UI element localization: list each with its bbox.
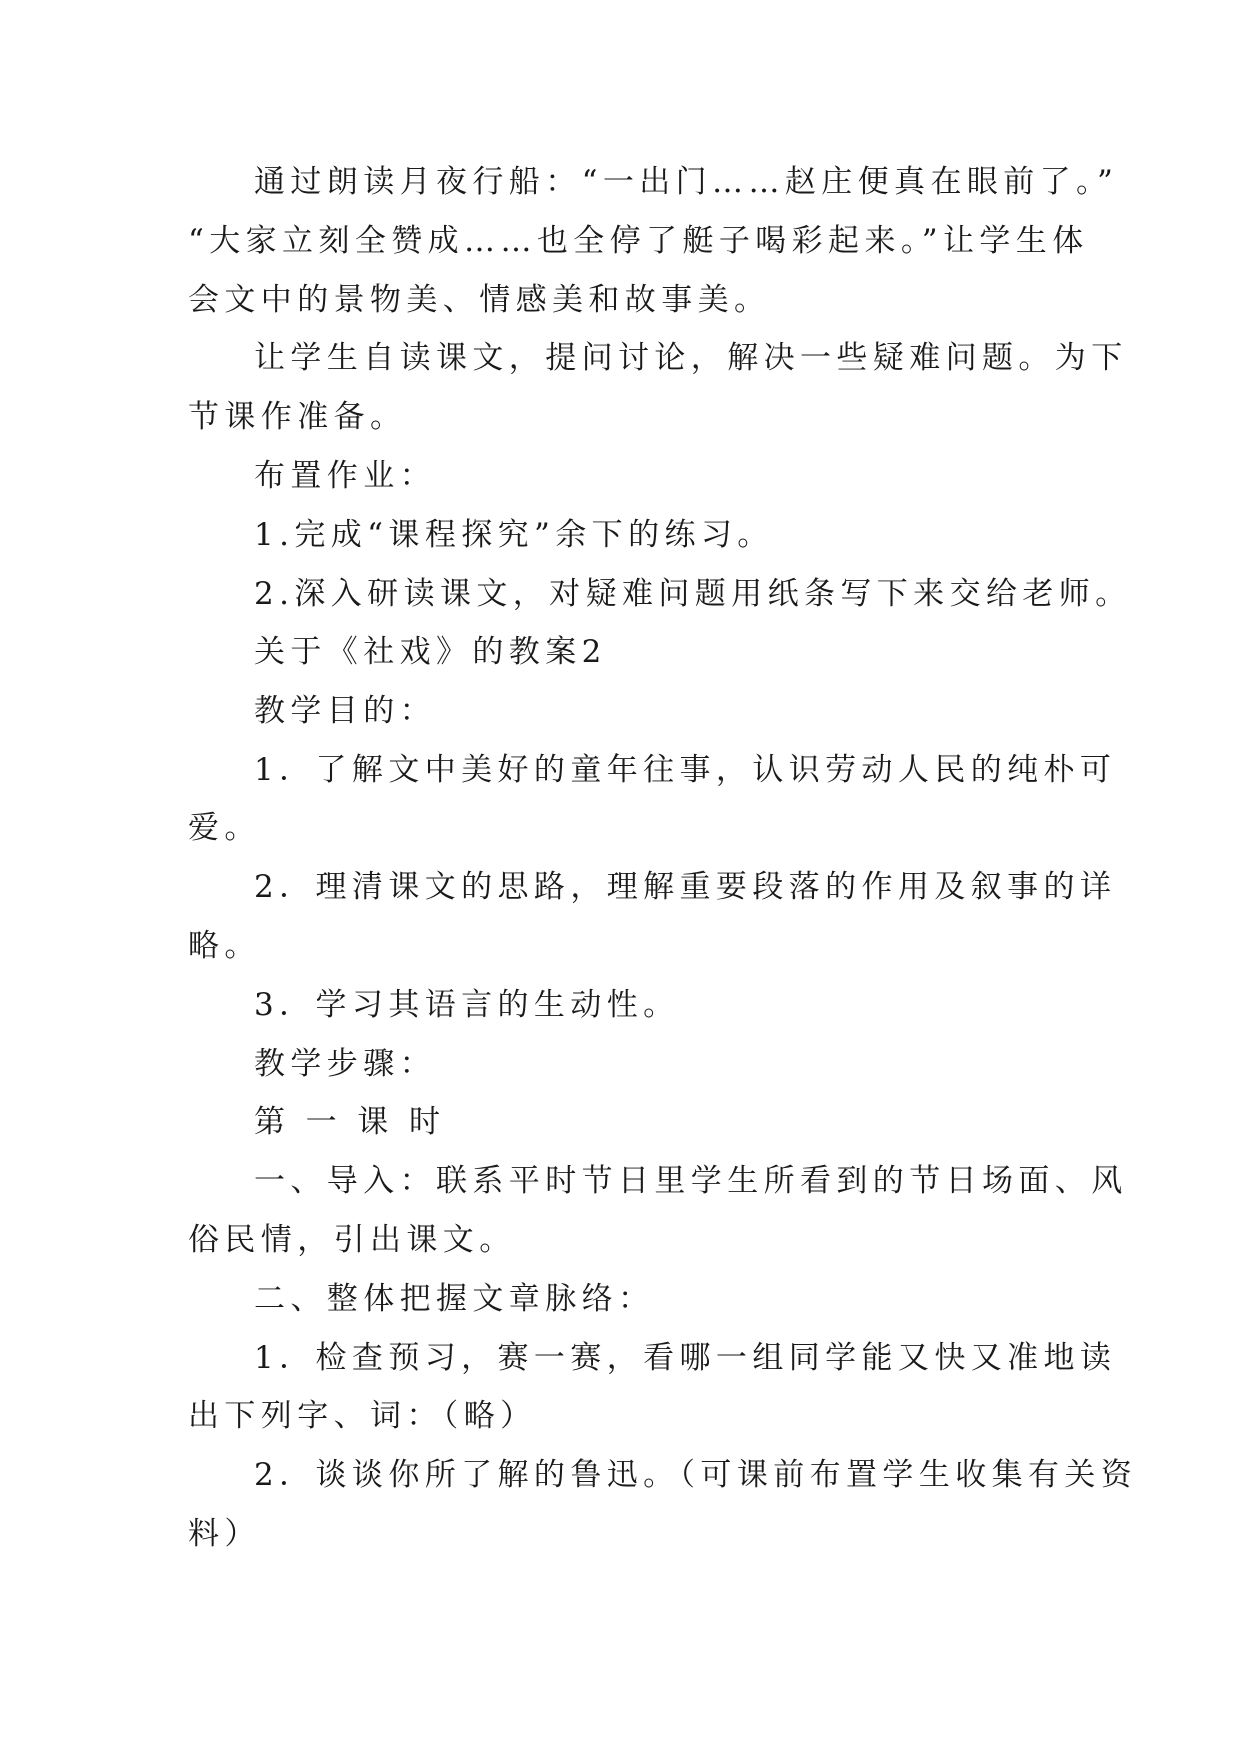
text-line: 第 一 课 时 xyxy=(254,1104,446,1140)
text-line: 2．谈谈你所了解的鲁迅。（可课前布置学生收集有关资 xyxy=(254,1457,1138,1493)
text-line: 1.完成“课程探究”余下的练习。 xyxy=(254,517,774,553)
text-line: 出下列字、词：（略） xyxy=(188,1398,537,1434)
text-line: “大家立刻全赞成……也全停了艇子喝彩起来。”让学生体 xyxy=(188,223,1089,259)
text-line: 一、导入：联系平时节日里学生所看到的节日场面、风 xyxy=(254,1163,1128,1199)
text-line: 节课作准备。 xyxy=(188,399,407,435)
text-line: 1．检查预习，赛一赛，看哪一组同学能又快又准地读 xyxy=(254,1340,1117,1376)
text-line: 让学生自读课文，提问讨论，解决一些疑难问题。为下 xyxy=(254,340,1128,376)
text-line: 通过朗读月夜行船：“一出门……赵庄便真在眼前了。” xyxy=(254,164,1119,200)
section-heading: 关于《社戏》的教案2 xyxy=(254,634,607,670)
text-line: 料） xyxy=(188,1516,261,1552)
text-line: 会文中的景物美、情感美和故事美。 xyxy=(188,282,771,318)
text-line: 2.深入研读课文，对疑难问题用纸条写下来交给老师。 xyxy=(254,576,1132,612)
text-line: 略。 xyxy=(188,928,261,964)
text-line: 教学目的： xyxy=(254,693,436,729)
text-line: 俗民情，引出课文。 xyxy=(188,1222,516,1258)
text-line: 布置作业： xyxy=(254,458,436,494)
text-line: 二、整体把握文章脉络： xyxy=(254,1281,655,1317)
text-line: 3．学习其语言的生动性。 xyxy=(254,987,680,1023)
text-line: 2．理清课文的思路，理解重要段落的作用及叙事的详 xyxy=(254,869,1117,905)
text-line: 爱。 xyxy=(188,810,261,846)
text-line: 教学步骤： xyxy=(254,1046,436,1082)
text-line: 1．了解文中美好的童年往事，认识劳动人民的纯朴可 xyxy=(254,752,1117,788)
